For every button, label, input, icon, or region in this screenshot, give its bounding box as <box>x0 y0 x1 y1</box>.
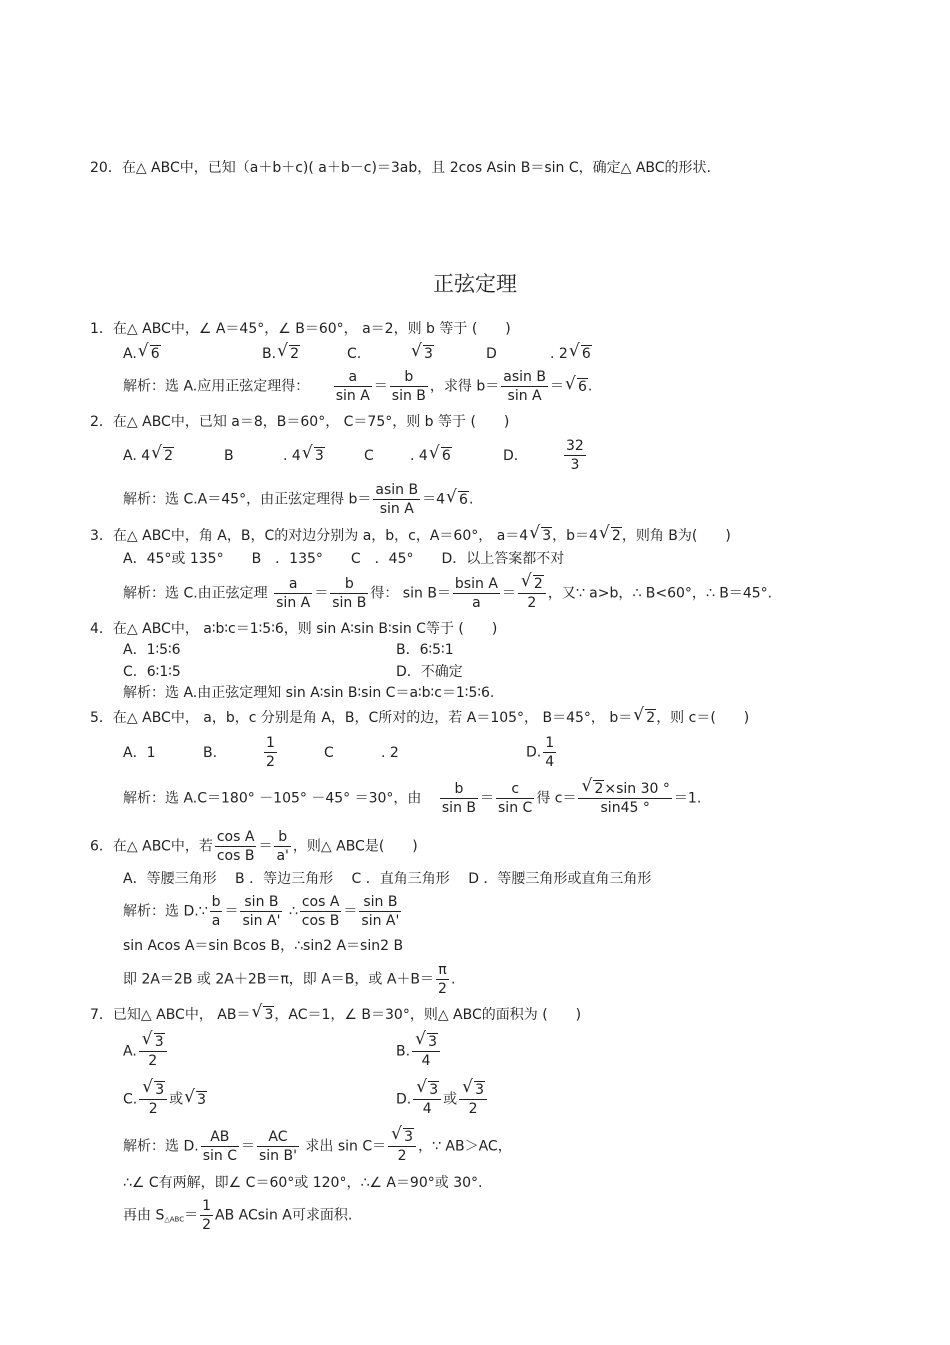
q2-option-d: D. <box>503 448 519 464</box>
q2-option-c: C <box>364 448 374 464</box>
q3-options: A．45°或 135° B ．135° C ．45° D．以上答案都不对 <box>123 551 565 567</box>
q6-options: A．等腰三角形 B ．等边三角形 C ．直角三角形 D ．等腰三角形或直角三角形 <box>123 871 652 887</box>
q6-stem: 6．在△ ABC中，若 $\frac{\text{cos A}}{\text{cos B}}$ ＝ $\frac{b}{a'}$ ，则△ ABC是( ) <box>90 829 418 864</box>
q4-option-b: B．6∶5∶1 <box>396 642 454 658</box>
q1-stem: 1．在△ ABC中，∠ A＝45°，∠ B＝60°， a＝2，则 b 等于 ( ) <box>90 321 511 337</box>
q2-solution: 解析：选 C.A＝45°，由正弦定理得 b＝ $\frac{\text{asin B}}{\text{sin A}}$ ＝4√ 6. <box>123 481 473 518</box>
q4-option-d: D．不确定 <box>396 664 463 680</box>
q2-option-d-val: $\frac{32}{3}$ <box>566 438 584 473</box>
q3-solution: 解析：选 C.由正弦定理 $\frac{a}{\text{sin A}}$ ＝ $\frac{b}{\text{sin B}}$ 得： sin B＝ $\frac{\text{bsin A}}{a}$ ＝ √ $\frac{2}{2}$ ，又∵ a>b，∴ B<60°，∴ B＝45°. <box>123 575 772 612</box>
q4-solution: 解析：选 A.由正弦定理知 sin A∶sin B∶sin C＝a∶b∶c＝1∶5∶6. <box>123 685 495 701</box>
q5-option-a: A．1 <box>123 745 156 761</box>
q5-option-b: B. <box>203 745 218 761</box>
q3-stem: 3．在△ ABC中，角 A，B，C的对边分别为 a，b，c，A＝60°， a＝4√ 3，b＝4√ 2，则角 B为( ) <box>90 527 731 545</box>
q2-option-b-val: . 4√ 3 <box>283 447 325 465</box>
q6-solution-line2: sin Acos A＝sin Bcos B，∴sin2 A＝sin2 B <box>123 938 404 954</box>
q7-option-d: D. √ $\frac{3}{4}$ 或 √ $\frac{3}{2}$ <box>396 1081 489 1118</box>
q2-option-c-val: . 4√ 6 <box>410 447 452 465</box>
q4-option-c: C．6∶1∶5 <box>123 664 181 680</box>
q2-option-b: B <box>224 448 234 464</box>
sqrt-6: √ 6 <box>139 345 161 363</box>
q5-option-c-val: . 2 <box>381 745 399 761</box>
q1-solution: 解析：选 A.应用正弦定理得： $\frac{a}{\text{sin A}}$ ＝ $\frac{b}{\text{sin B}}$ ，求得 b＝ $\frac{\text{asin B}}{\text{sin A}}$ ＝√ 6. <box>123 368 592 405</box>
q1-option-c-val: √ 3 <box>410 345 434 363</box>
q2-stem: 2．在△ ABC中，已知 a＝8，B＝60°， C＝75°，则 b 等于 ( ) <box>90 414 510 430</box>
q1-option-b: B.√ 2 <box>262 345 300 363</box>
q1-options: A.√ 6 <box>123 345 161 363</box>
q1-option-c: C. <box>347 346 362 362</box>
q7-solution-line2: ∴∠ C有两解，即∠ C＝60°或 120°，∴∠ A＝90°或 30°. <box>123 1175 483 1191</box>
q1-option-d-val: . 2√ 6 <box>550 345 592 363</box>
q7-option-a: A. √ $\frac{3}{2}$ <box>123 1033 169 1070</box>
q1-option-d: D <box>486 346 497 362</box>
question-20: 20．在△ ABC中，已知（a＋b＋c)( a＋b－c)＝3ab，且 2cos Asin B＝sin C，确定△ ABC的形状. <box>90 160 711 176</box>
q5-stem: 5．在△ ABC中， a，b，c 分别是角 A，B，C所对的边，若 A＝105°， B＝45°， b＝√ 2，则 c＝( ) <box>90 709 749 727</box>
q5-option-c: C <box>324 745 334 761</box>
q7-solution: 解析：选 D. $\frac{AB}{\text{sin C}}$ ＝ $\frac{AC}{\text{sin B'}}$ 求出 sin C＝ √ $\frac{3}{2}$ ，∵ AB＞AC， <box>123 1128 512 1165</box>
section-title: 正弦定理 <box>433 272 517 296</box>
q7-option-b: B. √ $\frac{3}{4}$ <box>396 1033 442 1070</box>
q2-option-a: A. 4√ 2 <box>123 447 174 465</box>
q4-option-a: A．1∶5∶6 <box>123 642 181 658</box>
q6-solution-line3: 即 2A＝2B 或 2A＋2B＝π，即 A＝B，或 A＋B＝ $\frac{\pi}{2}$ . <box>123 962 456 997</box>
q5-option-b-val: $\frac{1}{2}$ <box>266 735 275 770</box>
q7-option-c: C. √ $\frac{3}{2}$ 或√ 3 <box>123 1081 207 1118</box>
q7-stem: 7．已知△ ABC中， AB＝√ 3，AC＝1，∠ B＝30°，则△ ABC的面积为 ( ) <box>90 1006 581 1024</box>
q7-solution-line3: 再由 $S_{\triangle ABC}=$ $\frac{1}{2}$ AB ACsin A可求面积. <box>123 1198 353 1233</box>
q5-option-d: D. $\frac{1}{4}$ <box>526 735 555 770</box>
q5-solution: 解析：选 A.C＝180° －105° －45° ＝30°，由 $\frac{b}{\text{sin B}}$ ＝ $\frac{c}{\text{sin C}}$ 得 c＝ √ $\frac{2\times\sin 30 ^\circ}{\sin 45 ^\circ}$ ＝1. <box>123 780 701 817</box>
q4-stem: 4．在△ ABC中， a∶b∶c＝1∶5∶6，则 sin A∶sin B∶sin C等于 ( ) <box>90 621 498 637</box>
q6-solution: 解析：选 D.∵ $\frac{b}{a}$ ＝ $\frac{\text{sin B}}{\text{sin A'}}$ ∴ $\frac{\text{cos A}}{\text{cos B}}$ ＝ $\frac{\text{sin B}}{\text{sin A'}}$ <box>123 894 400 929</box>
